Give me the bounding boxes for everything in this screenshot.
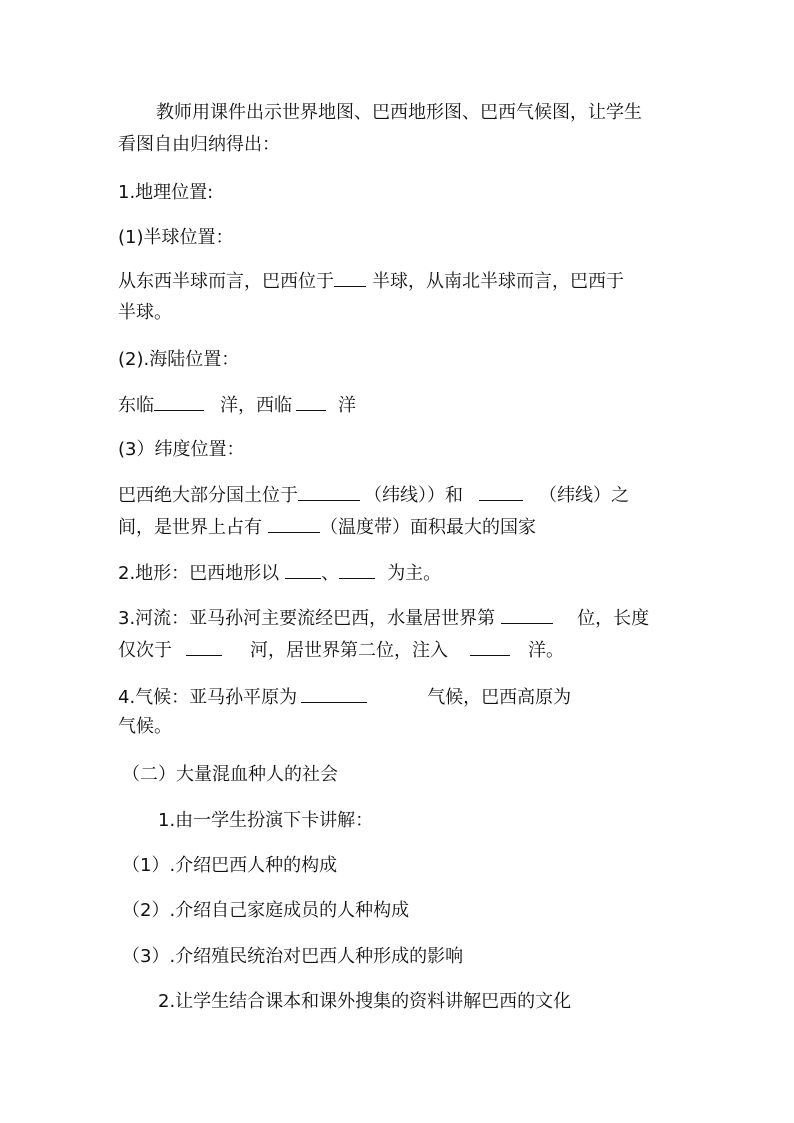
latitude-title: (3）纬度位置： bbox=[118, 439, 245, 460]
society-item-1-1: （1）.介绍巴西人种的构成 bbox=[122, 855, 338, 876]
terrain-blank-2 bbox=[339, 560, 375, 579]
river-text-d: 河，居世界第二位，注入 bbox=[250, 640, 448, 661]
hemisphere-text-b: 半球，从南北半球而言，巴西于 bbox=[372, 271, 624, 292]
intro-line-2: 看图自由归纳得出： bbox=[118, 134, 280, 155]
latitude-text-e: （温度带）面积最大的国家 bbox=[320, 517, 536, 538]
society-item-1-3: （3）.介绍殖民统治对巴西人种形成的影响 bbox=[122, 946, 464, 967]
terrain-line bbox=[118, 560, 441, 587]
latitude-blank-1 bbox=[298, 482, 360, 501]
sea-land-blank-1 bbox=[154, 392, 204, 411]
society-title: （二）大量混血种人的社会 bbox=[122, 764, 338, 785]
sea-land-line bbox=[118, 392, 356, 419]
latitude-line-2 bbox=[118, 514, 536, 541]
hemisphere-blank-1 bbox=[334, 268, 366, 287]
sea-land-text-c: 洋 bbox=[338, 395, 356, 416]
river-line-1 bbox=[118, 605, 649, 632]
climate-line-1 bbox=[118, 684, 571, 711]
latitude-text-c: （纬线）之 bbox=[539, 485, 629, 506]
terrain-blank-1 bbox=[285, 560, 321, 579]
hemisphere-text-c: 半球。 bbox=[118, 302, 172, 323]
river-text-c: 仅次于 bbox=[118, 640, 172, 661]
river-line-2 bbox=[118, 637, 564, 664]
river-text-a: 3.河流：亚马孙河主要流经巴西，水量居世界第 bbox=[118, 608, 496, 629]
latitude-text-a: 巴西绝大部分国土位于 bbox=[118, 485, 298, 506]
sea-land-text-a: 东临 bbox=[118, 395, 154, 416]
latitude-blank-2 bbox=[479, 482, 523, 501]
intro-line-1: 教师用课件出示世界地图、巴西地形图、巴西气候图，让学生 bbox=[156, 102, 642, 123]
climate-blank-1 bbox=[301, 684, 367, 703]
society-item-1: 1.由一学生扮演下卡讲解： bbox=[158, 810, 374, 831]
society-item-2: 2.让学生结合课本和课外搜集的资料讲解巴西的文化 bbox=[158, 991, 572, 1012]
terrain-text-c: 为主。 bbox=[387, 563, 442, 584]
society-item-1-2: （2）.介绍自己家庭成员的人种构成 bbox=[122, 900, 410, 921]
river-blank-1 bbox=[501, 605, 553, 624]
latitude-text-d: 间，是世界上占有 bbox=[118, 517, 262, 538]
climate-text-b: 气候，巴西高原为 bbox=[427, 687, 572, 708]
sea-land-title: (2).海陆位置： bbox=[118, 349, 240, 370]
sea-land-blank-2 bbox=[296, 392, 326, 411]
latitude-text-b: （纬线））和 bbox=[364, 485, 463, 506]
hemisphere-title: (1)半球位置： bbox=[118, 227, 234, 248]
terrain-text-b: 、 bbox=[321, 563, 340, 584]
climate-text-a: 4.气候：亚马孙平原为 bbox=[118, 687, 298, 708]
hemisphere-text-a: 从东西半球而言，巴西位于 bbox=[118, 271, 334, 292]
sea-land-text-b: 洋，西临 bbox=[220, 395, 292, 416]
terrain-text-a: 2.地形：巴西地形以 bbox=[118, 563, 280, 584]
river-blank-2 bbox=[186, 637, 222, 656]
river-blank-3 bbox=[470, 637, 510, 656]
latitude-line-1 bbox=[118, 482, 629, 509]
location-title: 1.地理位置: bbox=[118, 182, 214, 203]
climate-text-c: 气候。 bbox=[118, 716, 172, 737]
latitude-blank-3 bbox=[268, 514, 320, 533]
hemisphere-line bbox=[118, 268, 624, 295]
river-text-b: 位，长度 bbox=[577, 608, 650, 629]
river-text-e: 洋。 bbox=[528, 640, 564, 661]
